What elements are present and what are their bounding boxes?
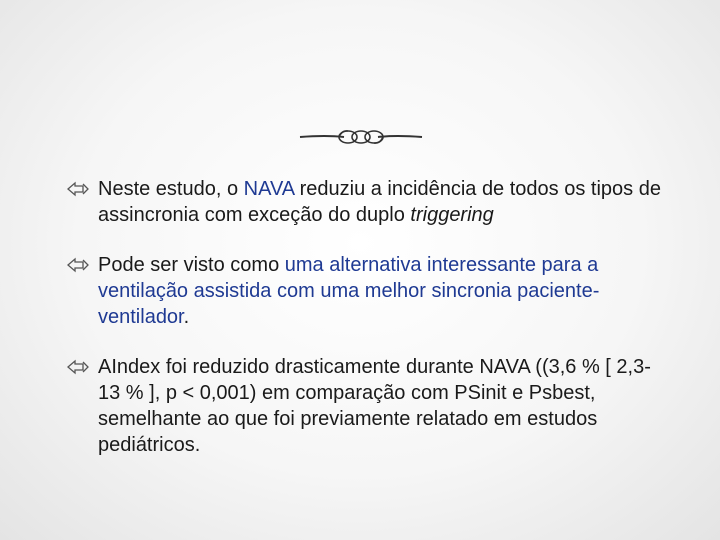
bullet-item-2 <box>66 252 666 330</box>
hollow-arrow-icon <box>66 358 90 376</box>
bullet-1-highlight: NAVA <box>243 178 295 200</box>
bullet-1-text-b: reduziu a incidência de todos os tipos de assincronia com exceção do duplo <box>98 178 661 226</box>
bullet-2-text-a: Pode ser visto como <box>98 254 285 276</box>
hollow-arrow-icon <box>66 180 90 198</box>
bullet-item-1 <box>66 176 666 228</box>
bullet-item-3 <box>66 354 666 458</box>
bullet-2-highlight: uma alternativa interessante para a ventilação assistida com uma melhor sincronia paciente-ventilador <box>98 254 600 328</box>
bullet-1-text-a: Neste estudo, o <box>98 178 244 200</box>
hollow-arrow-icon <box>66 256 90 274</box>
bullet-list <box>66 176 666 482</box>
bullet-3-text: AIndex foi reduzido drasticamente durante NAVA ((3,6 % [ 2,3-13 % ], p < 0,001) em comparação com PSinit e Psbest, semelhante ao que foi previamente relatado em estudos pediátricos. <box>98 356 651 456</box>
bullet-2-text-b: . <box>183 306 190 328</box>
bullet-1-italic: triggering <box>410 204 494 226</box>
scroll-ornament-icon <box>296 124 426 150</box>
